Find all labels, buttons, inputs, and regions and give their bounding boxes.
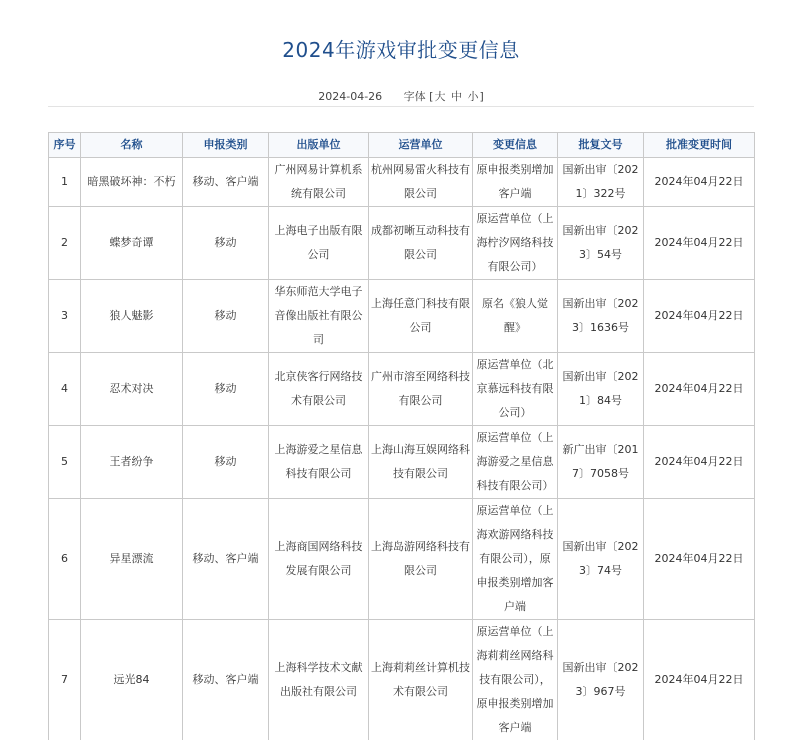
cell-date: 2024年04月22日 xyxy=(644,353,755,426)
cell-approval: 国新出审〔2021〕322号 xyxy=(558,158,644,207)
table-row xyxy=(49,207,755,280)
cell-approval: 国新出审〔2023〕74号 xyxy=(558,499,644,620)
cell-approval: 国新出审〔2023〕1636号 xyxy=(558,280,644,353)
table-row xyxy=(49,280,755,353)
cell-change: 原申报类别增加客户端 xyxy=(473,158,558,207)
table-header-row xyxy=(49,133,755,158)
header-publisher: 出版单位 xyxy=(269,133,369,158)
cell-date: 2024年04月22日 xyxy=(644,280,755,353)
header-approval: 批复文号 xyxy=(558,133,644,158)
cell-name: 王者纷争 xyxy=(81,426,183,499)
cell-operator: 上海山海互娱网络科技有限公司 xyxy=(369,426,473,499)
cell-date: 2024年04月22日 xyxy=(644,426,755,499)
cell-change: 原名《狼人觉醒》 xyxy=(473,280,558,353)
header-operator: 运营单位 xyxy=(369,133,473,158)
cell-change: 原运营单位（上海游爱之星信息科技有限公司） xyxy=(473,426,558,499)
cell-name: 狼人魅影 xyxy=(81,280,183,353)
cell-approval: 国新出审〔2021〕84号 xyxy=(558,353,644,426)
cell-approval: 国新出审〔2023〕54号 xyxy=(558,207,644,280)
cell-publisher: 上海电子出版有限公司 xyxy=(269,207,369,280)
cell-category: 移动、客户端 xyxy=(183,499,269,620)
title-divider xyxy=(48,106,754,107)
cell-category: 移动 xyxy=(183,426,269,499)
cell-no: 4 xyxy=(49,353,81,426)
cell-publisher: 上海游爱之星信息科技有限公司 xyxy=(269,426,369,499)
cell-change: 原运营单位（上海欢游网络科技有限公司），原申报类别增加客户端 xyxy=(473,499,558,620)
cell-date: 2024年04月22日 xyxy=(644,499,755,620)
meta-line xyxy=(0,88,802,104)
cell-date: 2024年04月22日 xyxy=(644,158,755,207)
cell-change: 原运营单位（北京慕远科技有限公司） xyxy=(473,353,558,426)
cell-approval: 新广出审〔2017〕7058号 xyxy=(558,426,644,499)
cell-category: 移动 xyxy=(183,280,269,353)
cell-publisher: 上海商国网络科技发展有限公司 xyxy=(269,499,369,620)
font-size-small-button[interactable]: 小 xyxy=(467,90,479,103)
cell-publisher: 广州网易计算机系统有限公司 xyxy=(269,158,369,207)
cell-date: 2024年04月22日 xyxy=(644,207,755,280)
cell-operator: 上海任意门科技有限公司 xyxy=(369,280,473,353)
cell-operator: 成都初晰互动科技有限公司 xyxy=(369,207,473,280)
cell-operator: 上海莉莉丝计算机技术有限公司 xyxy=(369,620,473,740)
cell-approval: 国新出审〔2023〕967号 xyxy=(558,620,644,740)
font-size-open-bracket: [ xyxy=(429,90,434,103)
cell-date: 2024年04月22日 xyxy=(644,620,755,740)
table-row xyxy=(49,353,755,426)
table-row xyxy=(49,499,755,620)
cell-name: 暗黑破坏神：不朽 xyxy=(81,158,183,207)
cell-category: 移动 xyxy=(183,207,269,280)
table-row xyxy=(49,158,755,207)
table-row xyxy=(49,620,755,740)
cell-category: 移动、客户端 xyxy=(183,620,269,740)
font-size-label: 字体 xyxy=(403,90,426,103)
header-date: 批准变更时间 xyxy=(644,133,755,158)
font-size-control xyxy=(404,90,484,103)
font-size-close-bracket: ] xyxy=(479,90,484,103)
cell-category: 移动 xyxy=(183,353,269,426)
cell-publisher: 上海科学技术文献出版社有限公司 xyxy=(269,620,369,740)
publish-date: 2024-04-26 xyxy=(318,90,383,103)
cell-no: 6 xyxy=(49,499,81,620)
cell-no: 5 xyxy=(49,426,81,499)
font-size-large-button[interactable]: 大 xyxy=(434,90,446,103)
cell-operator: 杭州网易雷火科技有限公司 xyxy=(369,158,473,207)
cell-publisher: 华东师范大学电子音像出版社有限公司 xyxy=(269,280,369,353)
cell-publisher: 北京侠客行网络技术有限公司 xyxy=(269,353,369,426)
header-category: 申报类别 xyxy=(183,133,269,158)
header-name: 名称 xyxy=(81,133,183,158)
cell-name: 远光84 xyxy=(81,620,183,740)
cell-category: 移动、客户端 xyxy=(183,158,269,207)
header-no: 序号 xyxy=(49,133,81,158)
cell-no: 1 xyxy=(49,158,81,207)
header-change: 变更信息 xyxy=(473,133,558,158)
cell-no: 2 xyxy=(49,207,81,280)
cell-name: 蝶梦奇谭 xyxy=(81,207,183,280)
cell-change: 原运营单位（上海柠汐网络科技有限公司） xyxy=(473,207,558,280)
approval-changes-table xyxy=(48,132,755,740)
cell-operator: 广州市溶至网络科技有限公司 xyxy=(369,353,473,426)
font-size-medium-button[interactable]: 中 xyxy=(450,90,462,103)
page-title: 2024年游戏审批变更信息 xyxy=(282,38,520,62)
cell-no: 3 xyxy=(49,280,81,353)
cell-name: 异星漂流 xyxy=(81,499,183,620)
cell-change: 原运营单位（上海莉莉丝网络科技有限公司），原申报类别增加客户端 xyxy=(473,620,558,740)
cell-no: 7 xyxy=(49,620,81,740)
cell-name: 忍术对决 xyxy=(81,353,183,426)
table-row xyxy=(49,426,755,499)
cell-operator: 上海岛游网络科技有限公司 xyxy=(369,499,473,620)
